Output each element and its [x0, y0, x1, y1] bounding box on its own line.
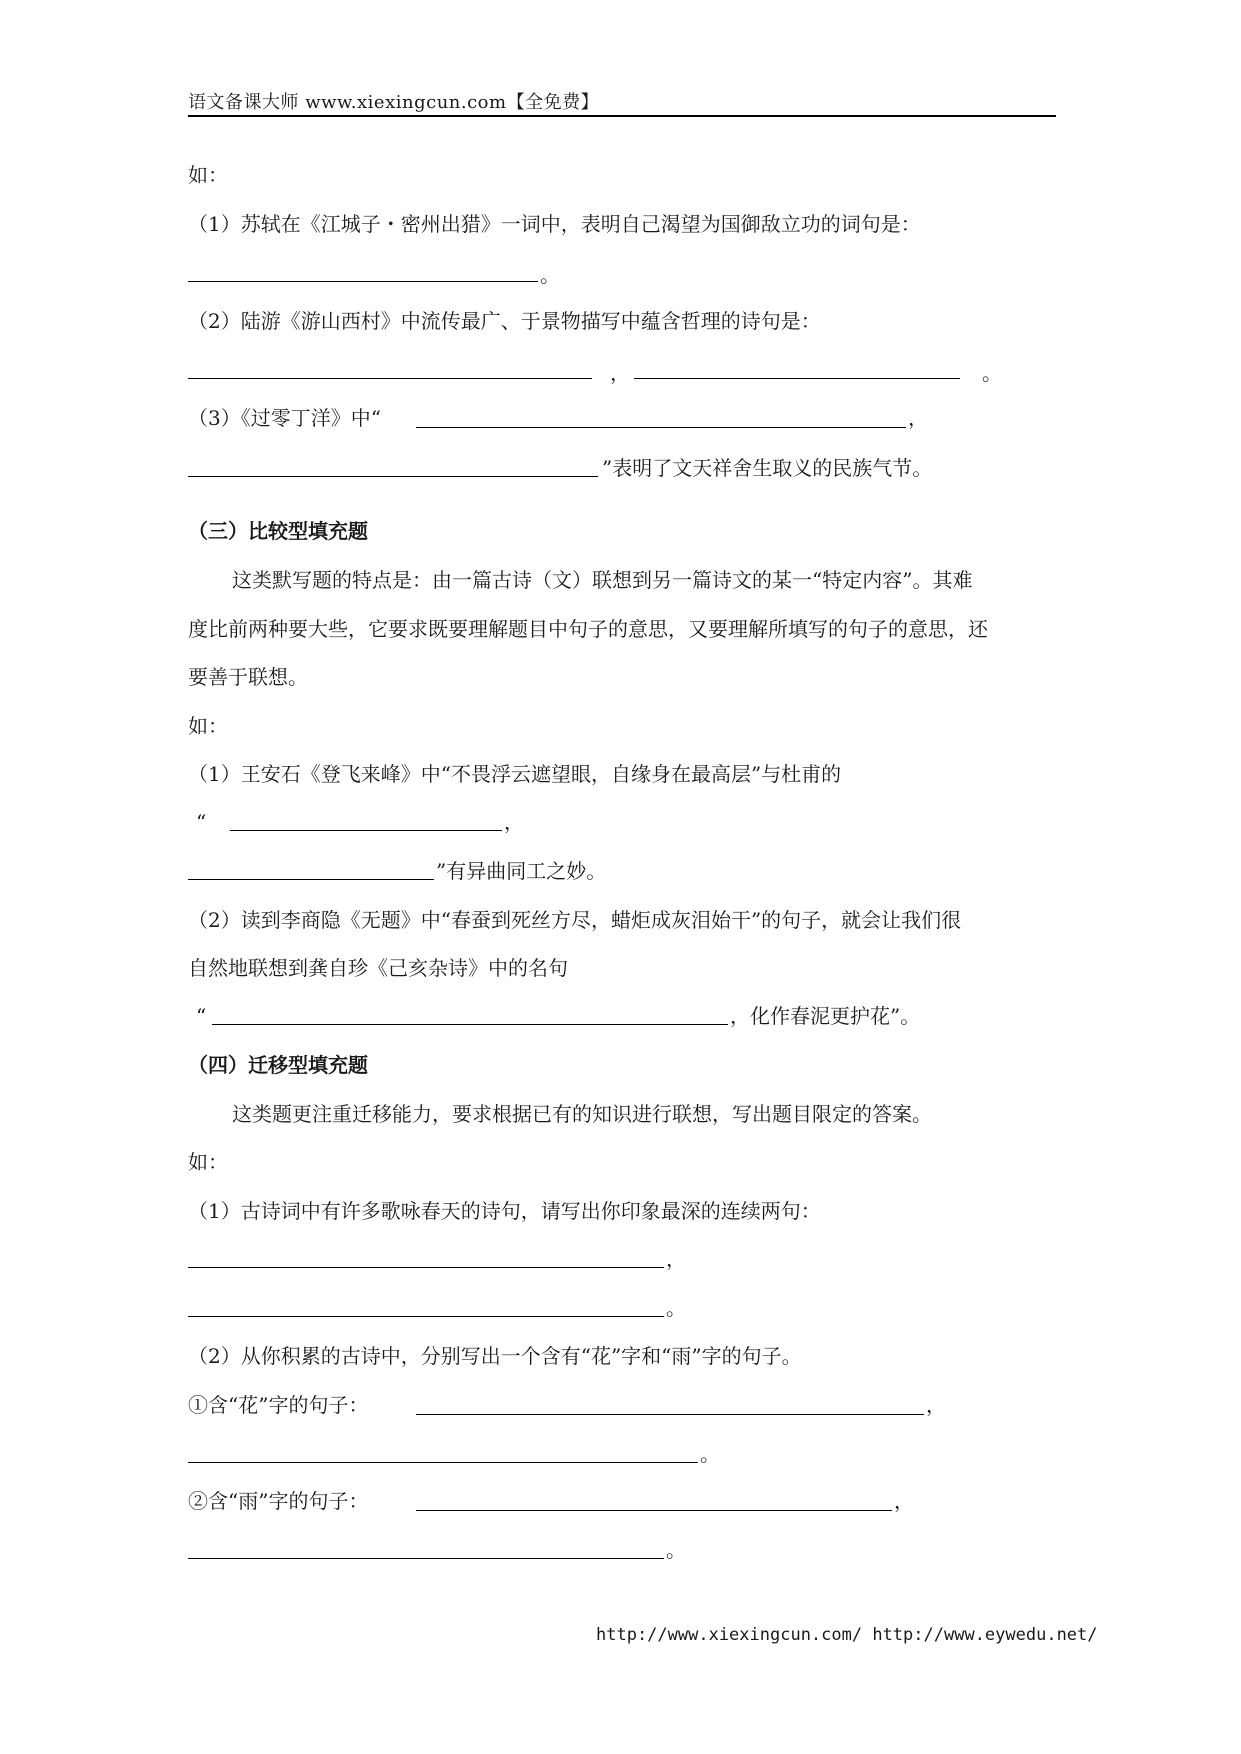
- punctuation: ，: [504, 810, 524, 834]
- punctuation: ，: [926, 1393, 946, 1417]
- question-text: （3）《过零丁洋》中“: [188, 406, 381, 430]
- question-text: ①含“花”字的句子：: [188, 1393, 369, 1417]
- answer-blank[interactable]: [188, 476, 598, 477]
- punctuation: “: [196, 1004, 207, 1028]
- question-text: （2）陆游《游山西村》中流传最广、于景物描写中蕴含哲理的诗句是：: [188, 309, 821, 333]
- answer-blank[interactable]: [188, 1462, 698, 1463]
- answer-blank[interactable]: [212, 1024, 728, 1025]
- punctuation: ，: [908, 406, 928, 430]
- punctuation: 。: [666, 1538, 686, 1562]
- question-text: 自然地联想到龚自珍《己亥杂诗》中的名句: [188, 956, 568, 980]
- answer-blank[interactable]: [188, 281, 538, 282]
- punctuation: 。: [666, 1296, 686, 1320]
- punctuation: 。: [700, 1442, 720, 1466]
- answer-blank[interactable]: [416, 1414, 924, 1415]
- punctuation: 。: [982, 361, 1002, 385]
- question-text: （1）古诗词中有许多歌咏春天的诗句，请写出你印象最深的连续两句：: [188, 1199, 821, 1223]
- question-text: ②含“雨”字的句子：: [188, 1489, 369, 1513]
- punctuation: 。: [540, 263, 560, 287]
- question-text: （2）读到李商隐《无题》中“春蚕到死丝方尽，蜡炬成灰泪始干”的句子，就会让我们很: [188, 908, 962, 932]
- answer-blank[interactable]: [188, 1316, 664, 1317]
- answer-blank[interactable]: [188, 1267, 664, 1268]
- question-text: ，化作春泥更护花”。: [730, 1004, 921, 1028]
- section-heading: （四）迁移型填充题: [188, 1053, 368, 1077]
- punctuation: ，: [666, 1247, 686, 1271]
- answer-blank[interactable]: [188, 378, 592, 379]
- question-text: （2）从你积累的古诗中，分别写出一个含有“花”字和“雨”字的句子。: [188, 1344, 802, 1368]
- question-text: ”有异曲同工之妙。: [436, 859, 607, 883]
- page-footer: http://www.xiexingcun.com/ http://www.eywedu.net/: [596, 1625, 1098, 1645]
- answer-blank[interactable]: [416, 427, 906, 428]
- answer-blank[interactable]: [634, 378, 960, 379]
- answer-blank[interactable]: [416, 1510, 892, 1511]
- example-label: 如：: [188, 714, 228, 738]
- paragraph-line: 这类默写题的特点是：由一篇古诗（文）联想到另一篇诗文的某一“特定内容”。其难: [232, 568, 973, 592]
- example-label: 如：: [188, 1150, 228, 1174]
- answer-blank[interactable]: [230, 830, 502, 831]
- question-text: （1）苏轼在《江城子・密州出猎》一词中，表明自己渴望为国御敌立功的词句是：: [188, 212, 921, 236]
- question-text: ”表明了文天祥舍生取义的民族气节。: [602, 456, 933, 480]
- paragraph-line: 要善于联想。: [188, 665, 308, 689]
- header-rule: [188, 115, 1056, 117]
- punctuation: ，: [894, 1489, 914, 1513]
- paragraph-line: 这类题更注重迁移能力，要求根据已有的知识进行联想，写出题目限定的答案。: [232, 1102, 932, 1126]
- page-header: 语文备课大师 www.xiexingcun.com【全免费】: [188, 92, 600, 113]
- paragraph-line: 度比前两种要大些，它要求既要理解题目中句子的意思，又要理解所填写的句子的意思，还: [188, 617, 988, 641]
- example-label: 如：: [188, 163, 228, 187]
- answer-blank[interactable]: [188, 1558, 664, 1559]
- punctuation: “: [196, 810, 207, 834]
- punctuation: ，: [610, 361, 630, 385]
- section-heading: （三）比较型填充题: [188, 519, 368, 543]
- question-text: （1）王安石《登飞来峰》中“不畏浮云遮望眼，自缘身在最高层”与杜甫的: [188, 762, 842, 786]
- answer-blank[interactable]: [188, 879, 434, 880]
